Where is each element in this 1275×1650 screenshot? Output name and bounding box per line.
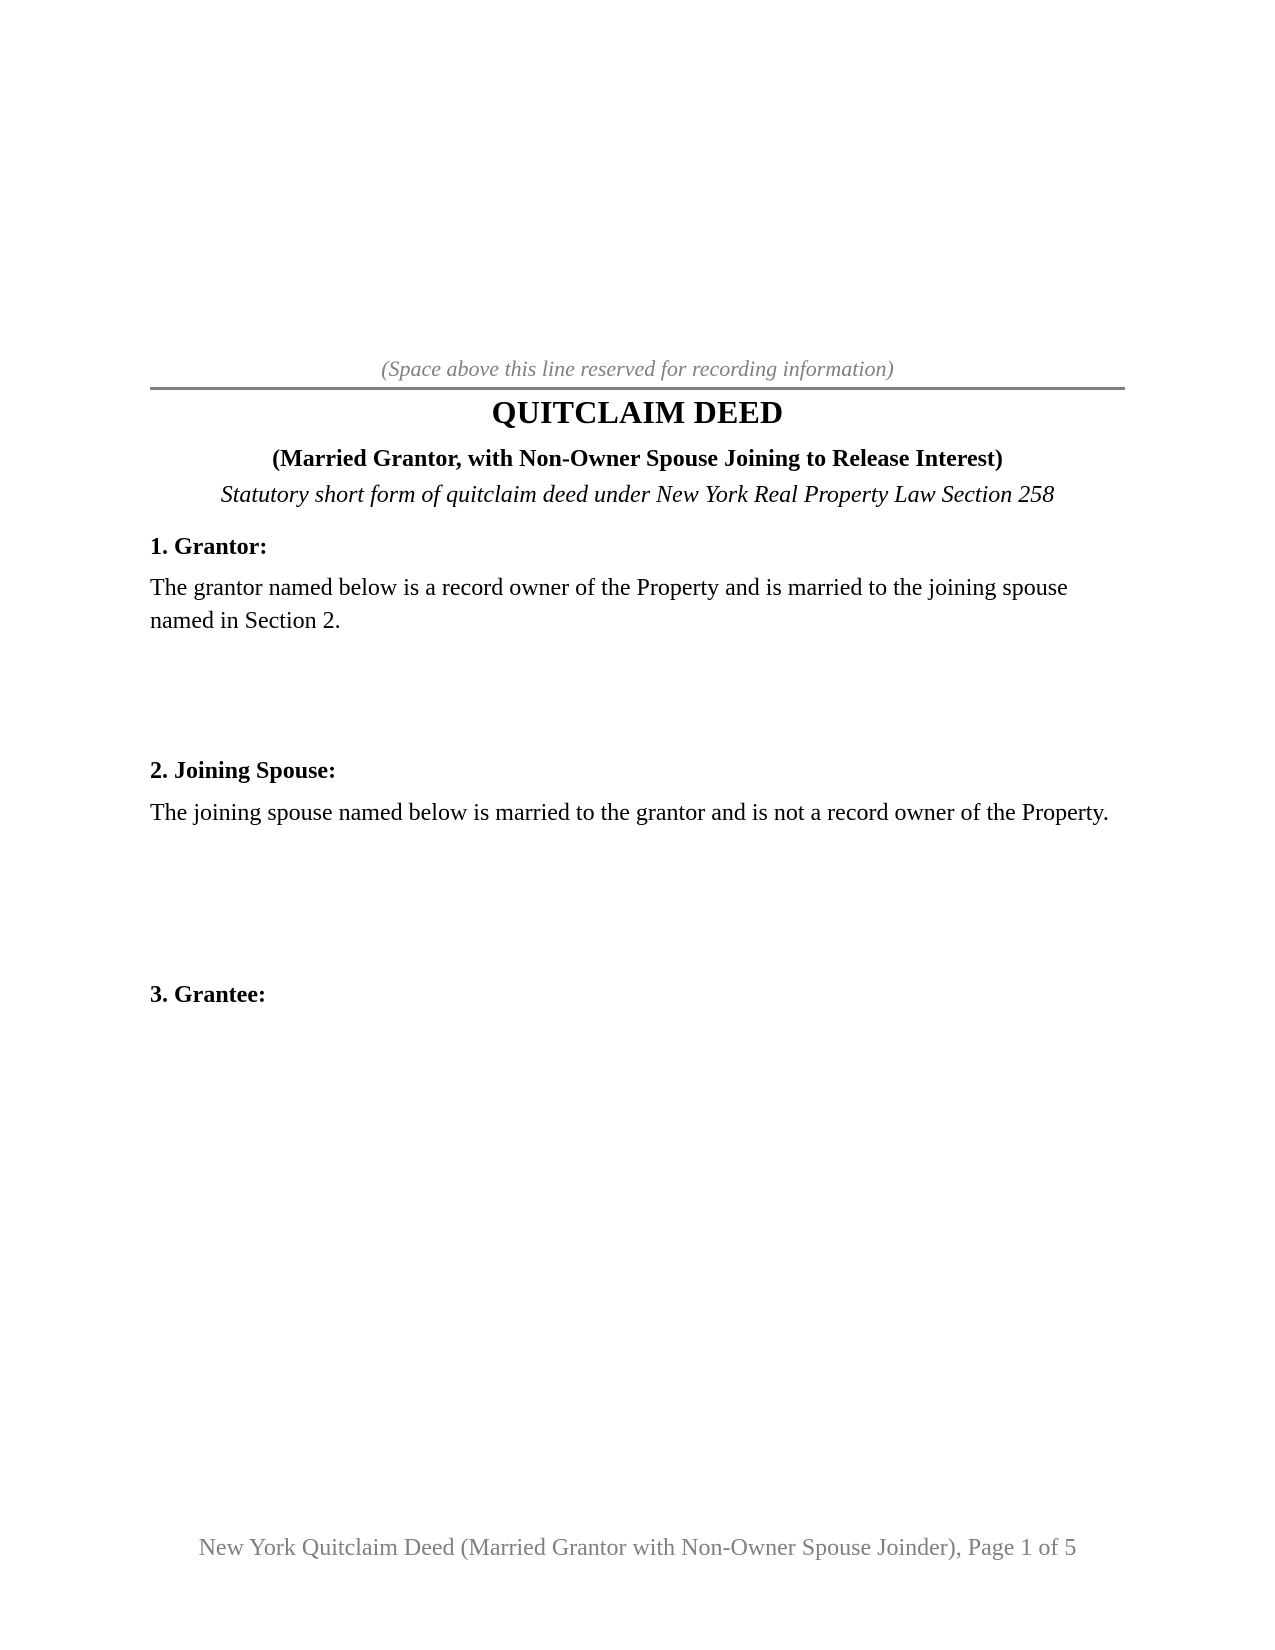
statute-reference: Statutory short form of quitclaim deed under New York Real Property Law Section 258	[220, 482, 1055, 508]
recording-space-note: (Space above this line reserved for recording information)	[381, 356, 894, 381]
section-heading-joining-spouse: 2. Joining Spouse:	[150, 758, 337, 784]
section-body-grantor: The grantor named below is a record owner of the Property and is married to the joining spouse named in Section 2.	[150, 575, 1068, 634]
section-body-joining-spouse: The joining spouse named below is married to the grantor and is not a record owner of the Property.	[150, 800, 1109, 826]
page-footer: New York Quitclaim Deed (Married Grantor with Non-Owner Spouse Joinder), Page 1 of 5	[198, 1535, 1077, 1561]
section-heading-grantor: 1. Grantor:	[150, 534, 268, 560]
section-heading-grantee: 3. Grantee:	[150, 982, 266, 1008]
recording-divider-line	[150, 387, 1125, 390]
document-subtitle: (Married Grantor, with Non-Owner Spouse Joining to Release Interest)	[272, 446, 1003, 472]
document-title: QUITCLAIM DEED	[491, 394, 784, 430]
